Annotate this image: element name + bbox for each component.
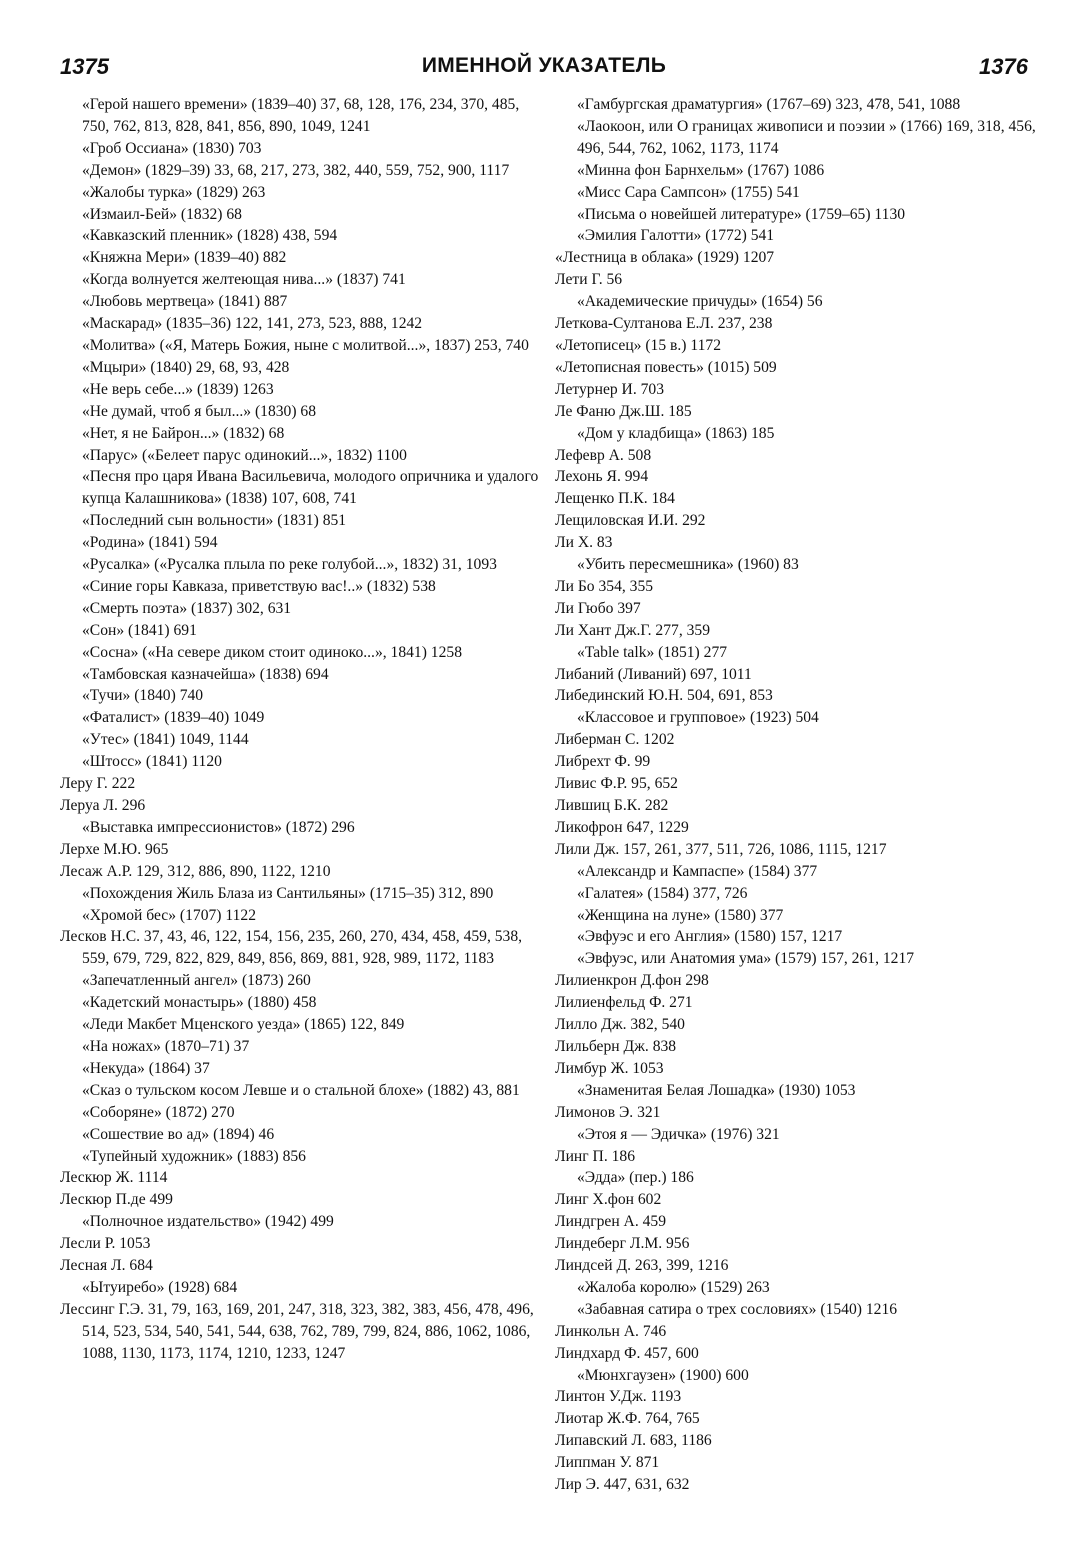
index-subentry: «Гамбургская драматургия» (1767–69) 323, 478, 541, 1088 (577, 96, 961, 113)
index-subentry: «Фаталист» (1839–40) 1049 (82, 709, 265, 727)
index-entry: Лескюр Ж. 1114 (60, 1169, 168, 1187)
index-subentry: «Выставка импрессионистов» (1872) 296 (82, 818, 355, 836)
index-subentry: «Не верь себе...» (1839) 1263 (82, 380, 274, 398)
index-entry: Либрехт Ф. 99 (555, 753, 651, 771)
index-subentry: «Мюнхгаузен» (1900) 600 (577, 1366, 749, 1384)
index-entry: Леткова-Султанова Е.Л. 237, 238 (555, 315, 773, 333)
index-entry: Лилиенфельд Ф. 271 (555, 994, 693, 1012)
index-subentry: «Женщина на луне» (1580) 377 (577, 906, 784, 924)
index-subentry: «Эвфуэс, или Анатомия ума» (1579) 157, 261, 1217 (577, 950, 915, 968)
index-subentry: «Когда волнуется желтеющая нива...» (1837) 741 (82, 271, 406, 289)
index-subentry: «Княжна Мери» (1839–40) 882 (82, 249, 287, 267)
index-entry: Линдсей Д. 263, 399, 1216 (555, 1257, 729, 1275)
index-subentry: «Тупейный художник» (1883) 856 (82, 1147, 306, 1165)
index-subentry: «Синие горы Кавказа, приветствую вас!..» (1832) 538 (82, 577, 436, 595)
index-entry: Лившиц Б.К. 282 (555, 797, 669, 814)
index-entry: «Летописец» (15 в.) 1172 (555, 336, 722, 354)
index-subentry: «Парус» («Белеет парус одинокий...», 1832) 1100 (82, 446, 407, 464)
index-entry: Ли Х. 83 (555, 534, 613, 552)
index-entry: Липавский Л. 683, 1186 (555, 1432, 712, 1450)
index-entry: Ле Фаню Дж.Ш. 185 (555, 402, 692, 420)
index-subentry: «Эдда» (пер.) 186 (577, 1169, 694, 1187)
index-subentry: «Table talk» (1851) 277 (577, 643, 728, 661)
index-subentry: «Дом у кладбища» (1863) 185 (577, 424, 775, 442)
index-subentry: «Жалоба королю» (1529) 263 (577, 1278, 770, 1296)
index-subentry: «Мцыри» (1840) 29, 68, 93, 428 (82, 358, 290, 376)
index-entry: Лерхе М.Ю. 965 (60, 840, 169, 858)
index-entry: Лещенко П.К. 184 (555, 490, 675, 508)
index-subentry: «Письма о новейшей литературе» (1759–65) 1130 (577, 205, 906, 223)
index-subentry: «Александр и Кампаспе» (1584) 377 (577, 862, 818, 880)
index-entry: Лесаж А.Р. 129, 312, 886, 890, 1122, 1210 (60, 862, 331, 880)
index-subentry: «Мисс Сара Сампсон» (1755) 541 (577, 183, 800, 201)
index-entry: Лиотар Ж.Ф. 764, 765 (555, 1410, 700, 1428)
index-subentry: «Демон» (1829–39) 33, 68, 217, 273, 382, 440, 559, 752, 900, 1117 (82, 161, 510, 179)
index-subentry: «Гроб Оссиана» (1830) 703 (82, 139, 262, 157)
index-entry: Лехонь Я. 994 (555, 468, 649, 486)
index-subentry: «Полночное издательство» (1942) 499 (82, 1213, 334, 1231)
index-subentry: «Запечатленный ангел» (1873) 260 (82, 972, 311, 990)
index-subentry: «Кавказский пленник» (1828) 438, 594 (82, 227, 338, 245)
index-entry: Линг Х.фон 602 (555, 1191, 662, 1209)
index-entry: Летурнер И. 703 (555, 380, 665, 398)
index-entry: Лилло Дж. 382, 540 (555, 1016, 685, 1034)
index-subentry: «Сошествие во ад» (1894) 46 (82, 1125, 275, 1143)
index-entry: Лимбур Ж. 1053 (555, 1059, 664, 1077)
index-entry: Ли Хант Дж.Г. 277, 359 (555, 621, 711, 639)
index-subentry: «Соборяне» (1872) 270 (82, 1103, 235, 1121)
index-subentry: «Сосна» («На севере диком стоит одиноко...», 1841) 1258 (82, 643, 462, 661)
index-subentry: «Сказ о тульском косом Левше и о стальной блохе» (1882) 43, 881 (82, 1081, 520, 1099)
index-entry: Липпман У. 871 (555, 1454, 660, 1472)
index-subentry: «Лаокоон, или О границах живописи и поэзии » (1766) 169, 318, 456, 496, 544, 762, 1062, 1173, 1174 (577, 117, 1036, 157)
index-entry: Линдгрен А. 459 (555, 1213, 667, 1231)
index-subentry: «Академические причуды» (1654) 56 (577, 293, 823, 311)
index-subentry: «Песня про царя Ивана Васильевича, молодого опричника и удалого купца Калашникова» (1838) 107, 608, 741 (82, 468, 539, 508)
index-subentry: «Галатея» (1584) 377, 726 (577, 884, 748, 902)
index-subentry: «Ытуиребо» (1928) 684 (82, 1278, 238, 1296)
index-subentry: «Жалобы турка» (1829) 263 (82, 183, 266, 201)
index-entry: Лессинг Г.Э. 31, 79, 163, 169, 201, 247, 318, 323, 382, 383, 456, 478, 496, 514, 523, 534, 540, 541, 544, 638, 762, 789, 799, 824, 886, 1062, 1086, 1088, 1130, 1173, 1174, 1210, 1233, 1247 (60, 1300, 534, 1362)
index-entry: «Лестница в облака» (1929) 1207 (555, 249, 775, 267)
index-subentry: «Тамбовская казначейша» (1838) 694 (82, 665, 329, 683)
index-subentry: «Эмилия Галотти» (1772) 541 (577, 227, 775, 245)
index-subentry: «Родина» (1841) 594 (82, 534, 218, 552)
index-subentry: «Убить пересмешника» (1960) 83 (577, 556, 799, 574)
index-subentry: «Некуда» (1864) 37 (82, 1059, 210, 1077)
index-entry: Линдеберг Л.М. 956 (555, 1235, 690, 1253)
index-subentry: «Маскарад» (1835–36) 122, 141, 273, 523, 888, 1242 (82, 315, 423, 333)
index-entry: Лили Дж. 157, 261, 377, 511, 726, 1086, 1115, 1217 (555, 840, 887, 858)
index-subentry: «Русалка» («Русалка плыла по реке голубой...», 1832) 31, 1093 (82, 556, 497, 574)
index-entry: Лесли Р. 1053 (60, 1235, 151, 1253)
index-subentry: «Знаменитая Белая Лошадка» (1930) 1053 (577, 1081, 856, 1099)
page-number-left: 1375 (60, 54, 109, 79)
index-entry: Линг П. 186 (555, 1147, 636, 1165)
index-entry: Либаний (Ливаний) 697, 1011 (555, 665, 752, 683)
index-subentry: «Тучи» (1840) 740 (82, 687, 204, 705)
running-header (60, 50, 1028, 90)
index-subentry: «Похождения Жиль Блаза из Сантильяны» (1715–35) 312, 890 (82, 884, 494, 902)
index-entry: Лесков Н.С. 37, 43, 46, 122, 154, 156, 235, 260, 270, 434, 458, 459, 538, 559, 679, 729, 822, 829, 849, 856, 869, 881, 928, 989, 1172, 1183 (60, 928, 523, 968)
index-subentry: «Этоя я — Эдичка» (1976) 321 (577, 1125, 780, 1143)
index-subentry: «Смерть поэта» (1837) 302, 631 (82, 599, 292, 617)
index-entry: Либерман С. 1202 (555, 731, 675, 749)
index-subentry: «На ножах» (1870–71) 37 (82, 1037, 250, 1055)
index-subentry: «Сон» (1841) 691 (82, 621, 197, 639)
index-entry: Линкольн А. 746 (555, 1322, 667, 1340)
index-subentry: «Нет, я не Байрон...» (1832) 68 (82, 424, 285, 442)
page-number-right: 1376 (979, 54, 1028, 79)
running-title: ИМЕННОЙ УКАЗАТЕЛЬ (421, 54, 667, 77)
index-entry: Лесная Л. 684 (60, 1257, 153, 1275)
index-subentry: «Классовое и групповое» (1923) 504 (577, 709, 819, 727)
index-subentry: «Леди Макбет Мценского уезда» (1865) 122, 849 (82, 1016, 405, 1034)
index-entry: Лескюр П.де 499 (60, 1191, 173, 1209)
index-subentry: «Измаил-Бей» (1832) 68 (82, 205, 242, 223)
index-entry: Леру Г. 222 (60, 775, 136, 793)
index-entry: Ли Гюбо 397 (555, 599, 641, 617)
index-subentry: «Минна фон Барнхельм» (1767) 1086 (577, 161, 825, 179)
index-subentry: «Хромой бес» (1707) 1122 (82, 906, 256, 924)
index-subentry: «Любовь мертвеца» (1841) 887 (82, 293, 288, 311)
index-entry: Лещиловская И.И. 292 (555, 512, 706, 530)
index-subentry: «Последний сын вольности» (1831) 851 (82, 512, 347, 530)
index-entry: Лимонов Э. 321 (555, 1103, 661, 1121)
index-subentry: «Не думай, чтоб я был...» (1830) 68 (82, 402, 317, 420)
index-entry: Лилиенкрон Д.фон 298 (555, 972, 709, 990)
index-subentry: «Забавная сатира о трех сословиях» (1540) 1216 (577, 1300, 898, 1318)
index-entry: Леруа Л. 296 (60, 797, 146, 814)
index-entry: Лир Э. 447, 631, 632 (555, 1476, 690, 1494)
index-entry: Ли Бо 354, 355 (555, 577, 654, 595)
index-subentry: «Кадетский монастырь» (1880) 458 (82, 994, 317, 1012)
index-entry: Лефевр А. 508 (555, 446, 652, 464)
index-entry: Лети Г. 56 (555, 271, 623, 289)
index-subentry: «Герой нашего времени» (1839–40) 37, 68, 128, 176, 234, 370, 485, 750, 762, 813, 828, 841, 856, 890, 1049, 1241 (82, 96, 520, 135)
index-entry: Либединский Ю.Н. 504, 691, 853 (555, 687, 773, 705)
index-entry: Линтон У.Дж. 1193 (555, 1388, 682, 1406)
left-column (60, 94, 548, 1365)
index-entry: Ливис Ф.Р. 95, 652 (555, 775, 678, 793)
right-column (555, 94, 1043, 1496)
index-entry: Линдхард Ф. 457, 600 (555, 1344, 699, 1362)
index-subentry: «Утес» (1841) 1049, 1144 (82, 731, 249, 749)
index-subentry: «Молитва» («Я, Матерь Божия, ныне с молитвой...», 1837) 253, 740 (82, 336, 529, 354)
index-entry: Ликофрон 647, 1229 (555, 818, 689, 836)
index-entry: Лильберн Дж. 838 (555, 1037, 677, 1055)
index-entry: «Летописная повесть» (1015) 509 (555, 358, 777, 376)
index-subentry: «Эвфуэс и его Англия» (1580) 157, 1217 (577, 928, 843, 946)
index-subentry: «Штосс» (1841) 1120 (82, 753, 222, 771)
